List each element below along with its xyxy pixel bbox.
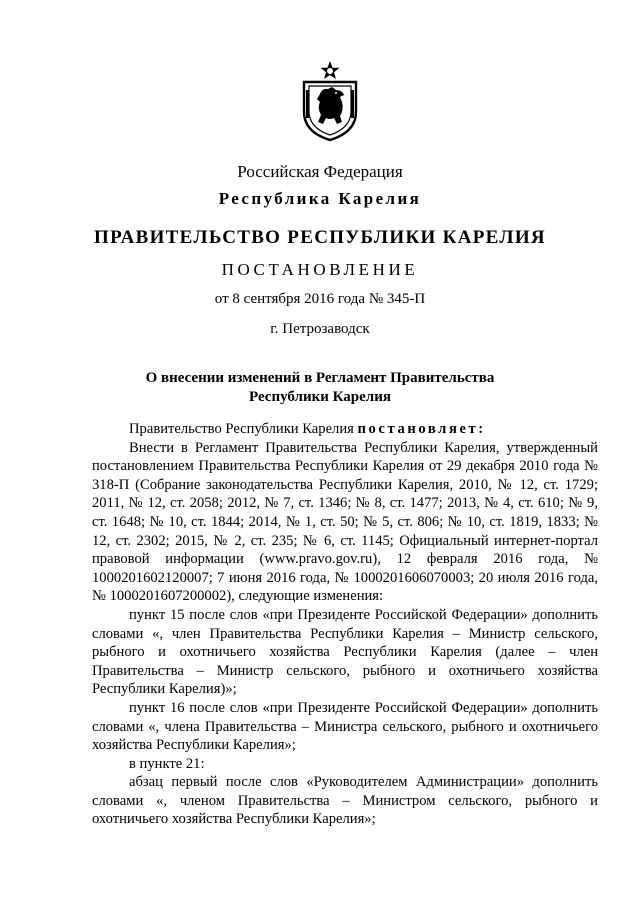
document-subject (0, 369, 640, 407)
document-body (92, 420, 598, 829)
document-city: г. Петрозаводск (270, 321, 370, 337)
government-title: ПРАВИТЕЛЬСТВО РЕСПУБЛИКИ КАРЕЛИЯ (94, 227, 546, 248)
republic-name: Республика Карелия (218, 189, 422, 208)
body-paragraph-1: Внести в Регламент Правительства Республики Карелия, утвержденный постановлением Правительства Республики Карелия от 29 декабря 2010 года № 318-П (Собрание законодательства Республики Карелия, 2010, № 12, ст. 1729; 2011, № 12, ст. 2058; 2012, № 7, ст. 1346; № 8, ст. 1477; 2013, № 4, ст. 610; № 9, ст. 1648; № 10, ст. 1844; 2014, № 1, ст. 50; № 5, ст. 806; № 10, ст. 1819, 1833; № 12, ст. 2302; 2015, № 2, ст. 235; № 6, ст. 1145; Официальный интернет-портал правовой информации (www.pravo.gov.ru), 12 февраля 2016 года, № 1000201602120007; 7 июня 2016 года, № 1000201606070003; 20 июля 2016 года, № 1000201607200002), следующие изменения: (92, 439, 598, 605)
intro-text: Правительство Республики Карелия (129, 421, 358, 437)
subject-line-2: Республики Карелия (249, 389, 391, 405)
coat-of-arms-emblem (298, 60, 362, 142)
country-name: Российская Федерация (237, 162, 403, 181)
document-date-number: от 8 сентября 2016 года № 345-П (214, 291, 426, 307)
body-paragraph-2: пункт 15 после слов «при Президенте Российской Федерации» дополнить словами «, член Правительства Республики Карелия – Министр сельского, рыбного и охотничьего хозяйства Республики Карелия (далее – член Правительства – Министр сельского, рыбного и охотничьего хозяйства Республики Карелия)»; (92, 606, 598, 698)
body-paragraph-5: абзац первый после слов «Руководителем Администрации» дополнить словами «, членом Правительства – Министром сельского, рыбного и охотничьего хозяйства Республики Карелия»; (92, 774, 598, 828)
subject-line-1: О внесении изменений в Регламент Правительства (145, 370, 495, 386)
intro-paragraph (92, 420, 598, 439)
intro-spaced-verb: постановляет: (357, 421, 486, 437)
body-paragraph-4: в пункте 21: (129, 755, 205, 772)
document-type: ПОСТАНОВЛЕНИЕ (221, 260, 419, 279)
body-paragraph-3: пункт 16 после слов «при Президенте Российской Федерации» дополнить словами «, члена Правительства – Министра сельского, рыбного и охотничьего хозяйства Республики Карелия»; (92, 699, 598, 754)
